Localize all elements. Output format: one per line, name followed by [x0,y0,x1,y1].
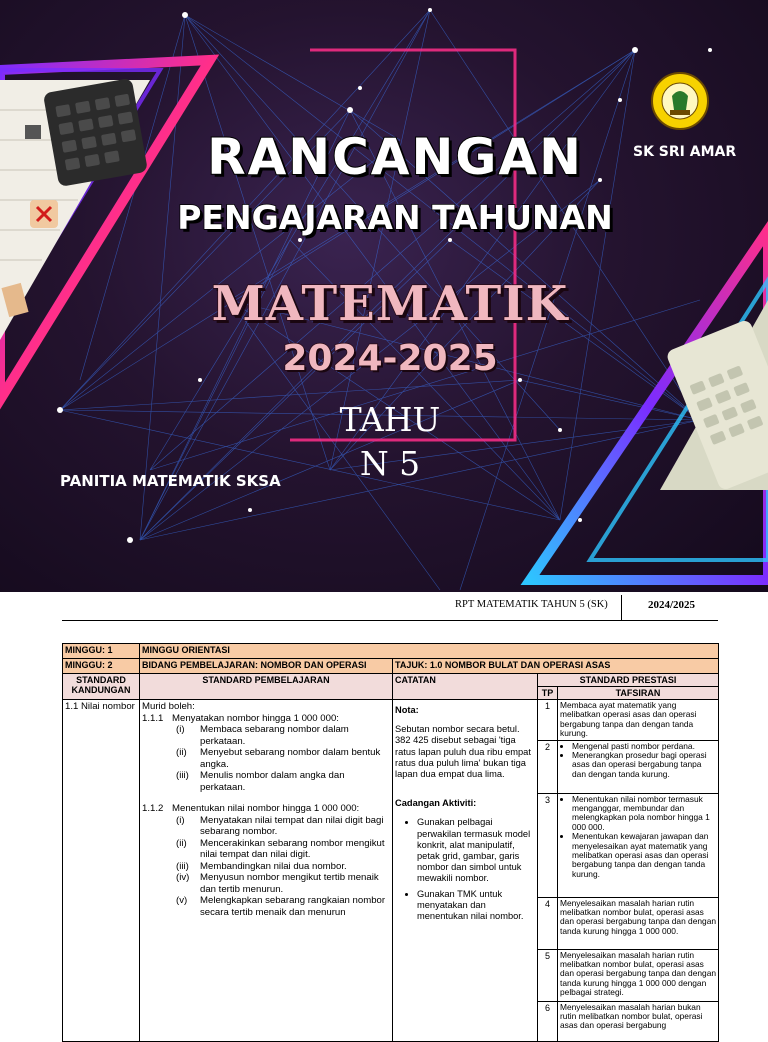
cell-standard-pembelajaran [140,700,393,1042]
col-header-standard-prestasi: STANDARD PRESTASI [538,674,719,687]
left-calculator-photo [0,78,150,340]
sp-sub-item [142,770,390,793]
tp-number: 3 [538,793,558,897]
page-header-year: 2024/2025 [648,599,696,611]
table-row-tp-1 [63,700,719,741]
sp-sub-item [142,724,390,747]
cell-catatan [393,700,538,1042]
tafsiran-list [572,795,716,880]
sp-sub-item-text: Menulis nombor dalam angka dan perkataan. [200,770,345,793]
tafsiran-cell [558,740,719,793]
rpt-table [62,643,719,1042]
col-header-standard-pembelajaran: STANDARD PEMBELAJARAN [140,674,393,700]
sp-sub-item-text: Melengkapkan sebarang rangkaian nombor secara tertib menaik dan menurun [200,895,386,918]
sp-sub-item-text: Menyusun nombor mengikut tertib menaik dan tertib menurun. [200,872,379,895]
tafsiran-list [572,742,716,780]
school-crest-logo [650,68,710,134]
sp-sub-item-roman: (ii) [176,837,187,849]
tafsiran-cell [558,949,719,1001]
cadangan-item: • Gunakan pelbagai perwakilan termasuk model konkrit, alat manipulatif, petak grid, gambar, garis nombor dan simbol untuk mewakili nombor. [417,817,535,884]
cover-tahun-line2: N 5 [359,444,421,483]
col-header-tp: TP [538,687,558,700]
tafsiran-text: Membaca ayat matematik yang melibatkan operasi asas dan operasi bergabung tanpa dan dengan tanda kurung. [560,700,697,739]
nota-text: Sebutan nombor secara betul. 382 425 disebut sebagai 'tiga ratus lapan puluh dua ribu empat ratus dua puluh lima' bukan tiga lapan dua empat dua lima. [395,724,531,780]
nota-label: Nota: [395,705,419,715]
sp-1-1-2 [142,803,390,815]
page-header-title: RPT MATEMATIK TAHUN 5 (SK) [455,599,608,610]
sp-sub-item-roman: (i) [176,724,185,735]
tafsiran-item: • Menentukan nilai nombor termasuk menganggar, membundar dan melengkapkan pola nombor hingga 1 000 000. [572,795,716,833]
tafsiran-cell [558,700,719,741]
cell-minggu-2: MINGGU: 2 [63,659,140,674]
sp-sub-item-text: Membaca sebarang nombor dalam perkataan. [200,724,349,747]
sp-1-1-2-text: Menentukan nilai nombor hingga 1 000 000: [172,803,360,814]
tafsiran-text: Menyelesaikan masalah harian bukan rutin melibatkan nombor bulat, operasi asas dan operasi bergabung [560,1001,703,1031]
col-header-standard-kandungan: STANDARD KANDUNGAN [63,674,140,700]
sp-sub-item [142,815,390,838]
cell-minggu-1: MINGGU: 1 [63,644,140,659]
sp-sub-item [142,872,390,895]
tafsiran-text: Menyelesaikan masalah harian rutin melibatkan nombor bulat, operasi asas dan operasi bergabung tanpa dan dengan tanda kurung hingga 1 000 000 dengan pelbagai strategi. [560,949,717,998]
cadangan-label: Cadangan Aktiviti: [395,798,477,809]
sp-1-1-1-number: 1.1.1 [142,712,164,724]
row-minggu-2 [63,659,719,674]
header-rule [62,620,718,621]
sp-sub-item [142,861,390,873]
row-col-headers [63,674,719,687]
sp-sub-item-text: Mencerakinkan sebarang nombor mengikut nilai tempat dan nilai digit. [200,837,385,860]
tp-number: 2 [538,740,558,793]
sp-sub-item [142,838,390,861]
tafsiran-item: • Menentukan kewajaran jawapan dan menyelesaikan ayat matematik yang melibatkan operasi asas dan operasi bergabung tanpa dan dengan tanda kurung. [572,832,716,879]
sp-sub-item-roman: (ii) [176,747,187,758]
tp-number: 4 [538,897,558,949]
cover-title-line1: RANCANGAN [207,128,583,186]
sp-1-1-1-items [142,724,390,793]
sp-1-1-1 [142,713,390,725]
cover-tahun-line1: TAHU [339,400,441,439]
cell-tajuk: TAJUK: 1.0 NOMBOR BULAT DAN OPERASI ASAS [393,659,719,674]
cell-minggu-orientasi: MINGGU ORIENTASI [140,644,719,659]
tafsiran-item: • Menerangkan prosedur bagi operasi asas dan operasi bergabung tanpa dan dengan tanda kurung. [572,751,716,779]
tafsiran-text: Menyelesaikan masalah harian rutin melibatkan nombor bulat, operasi asas dan operasi bergabung tanpa dan dengan tanda kurung hingga 1 000 000. [560,897,717,936]
col-header-tafsiran: TAFSIRAN [558,687,719,700]
cover-year: 2024-2025 [282,338,498,379]
header-separator [621,595,622,620]
sp-1-1-2-number: 1.1.2 [142,803,164,814]
cover-school-name: SK SRI AMAR [633,144,737,160]
tp-number: 6 [538,1001,558,1041]
cadangan-item: • Gunakan TMK untuk menyatakan dan menentukan nilai nombor. [417,889,535,923]
cell-bidang: BIDANG PEMBELAJARAN: NOMBOR DAN OPERASI [140,659,393,674]
sp-sub-item-text: Membandingkan nilai dua nombor. [200,860,347,872]
tp-number: 5 [538,949,558,1001]
murid-boleh: Murid boleh: [142,701,195,712]
right-calculator-photo [660,300,768,491]
tafsiran-cell [558,1001,719,1041]
tp-number: 1 [538,700,558,741]
rpt-document-page [0,592,768,1031]
row-minggu-1 [63,644,719,659]
sp-sub-item-text: Menyatakan nilai tempat dan nilai digit bagi sebarang nombor. [200,814,384,837]
sp-sub-item [142,895,390,918]
cover-subject: MATEMATIK [211,276,569,332]
cover-tahun [300,398,480,486]
col-header-catatan: CATATAN [393,674,538,700]
cell-standard-kandungan: 1.1 Nilai nombor [63,700,140,1042]
tafsiran-cell [558,897,719,949]
sp-sub-item-text: Menyebut sebarang nombor dalam bentuk angka. [200,747,381,770]
sp-1-1-2-items [142,815,390,919]
cadangan-list [417,817,535,922]
sp-sub-item-roman: (iii) [176,860,189,872]
tafsiran-cell [558,793,719,897]
sp-sub-item-roman: (iv) [176,872,190,883]
cover-panitia: PANITIA MATEMATIK SKSA [60,472,281,490]
cover-title-line2: PENGAJARAN TAHUNAN [177,198,613,237]
sp-1-1-1-text: Menyatakan nombor hingga 1 000 000: [172,712,339,724]
sp-sub-item [142,747,390,770]
sp-sub-item-roman: (i) [176,814,185,826]
sp-sub-item-roman: (iii) [176,770,189,781]
tafsiran-item: • Mengenal pasti nombor perdana. [572,742,716,751]
sp-sub-item-roman: (v) [176,895,188,906]
